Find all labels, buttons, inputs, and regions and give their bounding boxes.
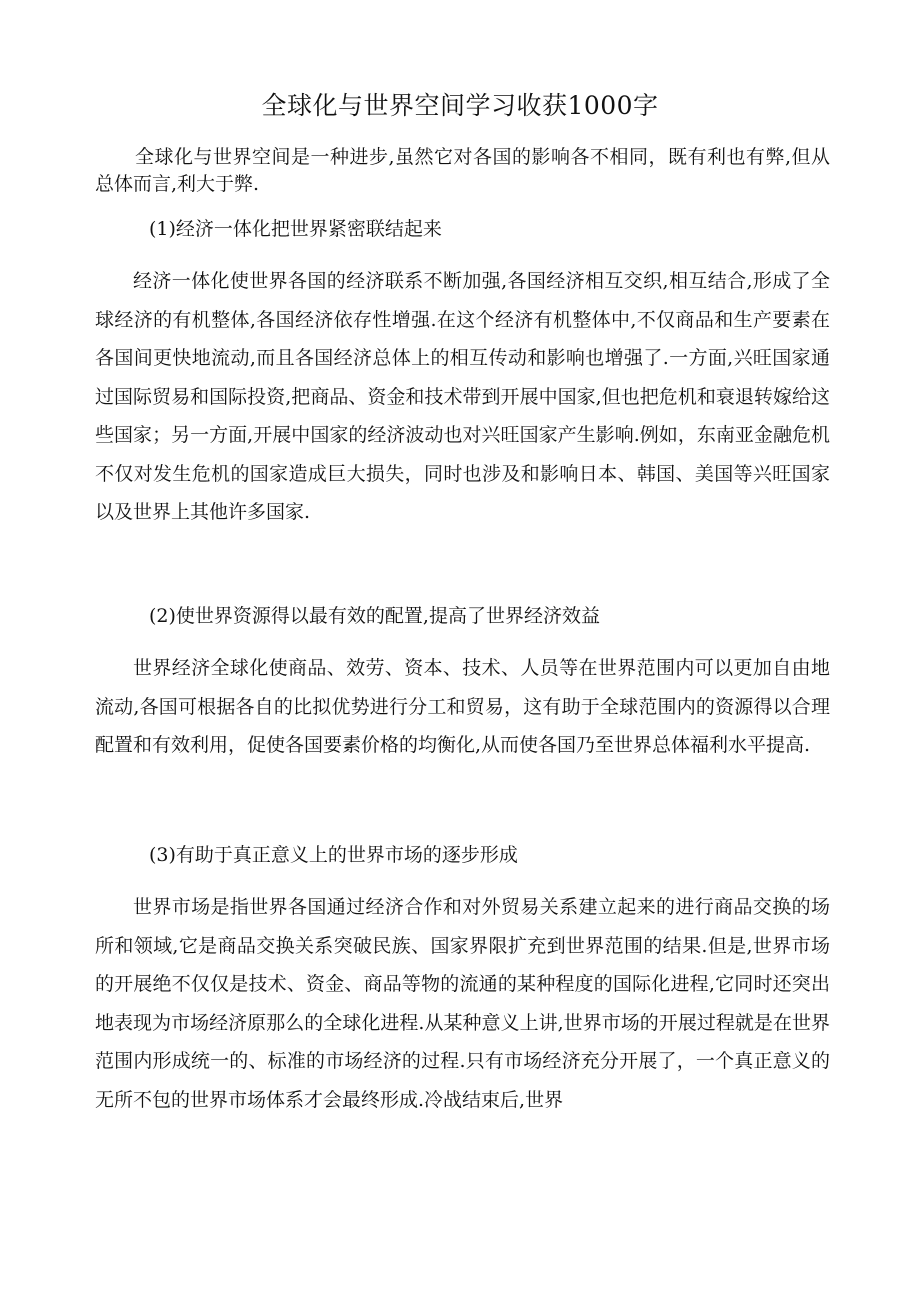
section-heading: (1)经济一体化把世界紧密联结起来 [149, 218, 442, 240]
document-title: 全球化与世界空间学习收获1000字 [261, 91, 659, 120]
section-3 [95, 840, 830, 1119]
section-heading: (2)使世界资源得以最有效的配置,提高了世界经济效益 [149, 605, 600, 627]
intro-paragraph: 全球化与世界空间是一种进步,虽然它对各国的影响各不相同，既有利也有弊,但从总体而言,利大于弊. [95, 146, 830, 195]
section-1 [95, 214, 830, 532]
section-heading: (3)有助于真正意义上的世界市场的逐步形成 [149, 844, 518, 866]
section-2 [95, 601, 830, 765]
section-body: 世界经济全球化使商品、效劳、资本、技术、人员等在世界范围内可以更加自由地流动,各国可根据各自的比拟优势进行分工和贸易，这有助于全球范围内的资源得以合理配置和有效利用，促使各国要素价格的均衡化,从而使各国乃至世界总体福利水平提高. [95, 657, 830, 756]
section-body: 世界市场是指世界各国通过经济合作和对外贸易关系建立起来的进行商品交换的场所和领域,它是商品交换关系突破民族、国家界限扩充到世界范围的结果.但是,世界市场的开展绝不仅仅是技术、资金、商品等物的流通的某种程度的国际化进程,它同时还突出地表现为市场经济原那么的全球化进程.从某种意义上讲,世界市场的开展过程就是在世界范围内形成统一的、标准的市场经济的过程.只有市场经济充分开展了，一个真正意义的无所不包的世界市场体系才会最终形成.冷战结束后,世界 [95, 896, 830, 1111]
section-body: 经济一体化使世界各国的经济联系不断加强,各国经济相互交织,相互结合,形成了全球经济的有机整体,各国经济依存性增强.在这个经济有机整体中,不仅商品和生产要素在各国间更快地流动,而且各国经济总体上的相互传动和影响也增强了.一方面,兴旺国家通过国际贸易和国际投资,把商品、资金和技术带到开展中国家,但也把危机和衰退转嫁给这些国家；另一方面,开展中国家的经济波动也对兴旺国家产生影响.例如，东南亚金融危机不仅对发生危机的国家造成巨大损失，同时也涉及和影响日本、韩国、美国等兴旺国家以及世界上其他许多国家. [95, 270, 830, 523]
